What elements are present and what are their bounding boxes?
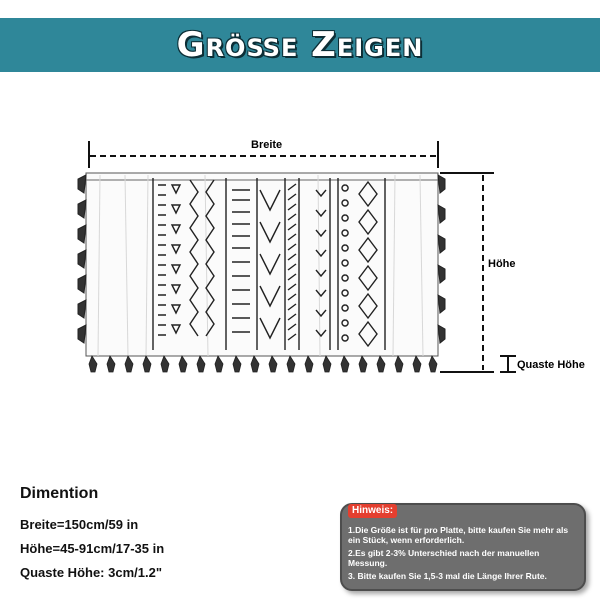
width-label: Breite	[251, 139, 283, 151]
note-title: Hinweis:	[348, 504, 397, 518]
spec-tassel-height: Quaste Höhe: 3cm/1.2"	[20, 565, 162, 580]
curtain-panel	[86, 173, 438, 356]
bottom-tassels	[89, 356, 437, 372]
tassel-height-label: Quaste Höhe	[517, 359, 585, 371]
note-item: 3. Bitte kaufen Sie 1,5-3 mal die Länge Ihrer Rute.	[348, 571, 547, 581]
note-list	[348, 525, 578, 581]
spec-height: Höhe=45-91cm/17-35 in	[20, 541, 165, 556]
dimension-specs	[20, 485, 164, 589]
spec-width: Breite=150cm/59 in	[20, 517, 139, 532]
note-item: 1.Die Größe ist für pro Platte, bitte kaufen Sie mehr als ein Stück, wenn erforderlich.	[348, 525, 569, 545]
note-item: 2.Es gibt 2-3% Unterschied nach der manuellen Messung.	[348, 548, 540, 568]
height-label: Höhe	[488, 258, 516, 270]
note-box	[340, 503, 586, 591]
height-dimension-line	[440, 173, 516, 372]
specs-heading: Dimention	[20, 485, 99, 502]
banner-title: Größe Zeigen	[176, 25, 424, 65]
